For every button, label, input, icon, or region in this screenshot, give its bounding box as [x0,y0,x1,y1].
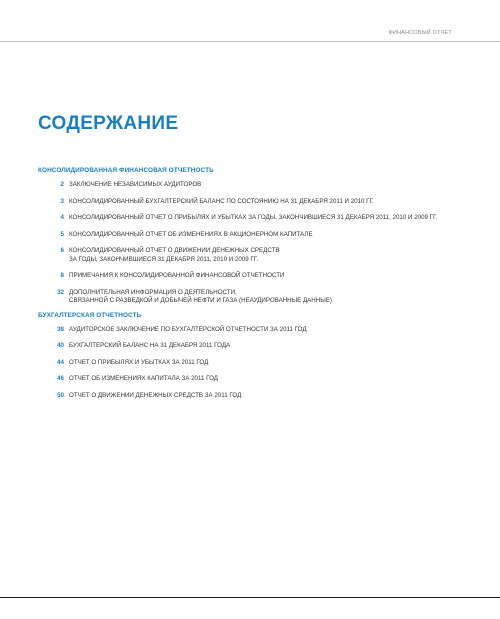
toc-entry[interactable] [38,375,468,384]
toc-entry-page-number: 2 [60,181,64,188]
footer-divider [0,597,500,598]
toc-entry[interactable] [38,289,468,306]
toc-entry-title-line: КОНСОЛИДИРОВАННЫЙ БУХГАЛТЕРСКИЙ БАЛАНС ПО СОСТОЯНИЮ НА 31 ДЕКАБРЯ 2011 И 2010 ГГ. [69,197,374,205]
running-header-label: ФИНАНСОВЫЙ ОТЧЕТ [388,30,452,36]
toc-entry-page-number: 4 [60,214,64,221]
toc-entry-title [69,198,468,207]
toc-entry-page-number: 32 [57,288,64,296]
page-title: СОДЕРЖАНИЕ [38,113,179,134]
toc-entry[interactable] [38,272,468,281]
toc-section-heading: КОНСОЛИДИРОВАННАЯ ФИНАНСОВАЯ ОТЧЕТНОСТЬ [38,167,214,174]
toc-entry-title-line: КОНСОЛИДИРОВАННЫЙ ОТЧЕТ ОБ ИЗМЕНЕНИЯХ В АКЦИОНЕРНОМ КАПИТАЛЕ [69,230,313,238]
toc-entry-title [69,289,468,306]
toc-entry-page-number: 38 [57,325,64,333]
toc-entry-title [69,392,468,401]
toc-entry-page-number: 50 [57,391,64,399]
toc-entry-title-line: БУХГАЛТЕРСКИЙ БАЛАНС НА 31 ДЕКАБРЯ 2011 ГОДА [69,342,231,349]
toc-entry[interactable] [38,392,468,401]
toc-entry-title [69,231,468,240]
toc-entry-title-line: ОТЧЕТ О ДВИЖЕНИИ ДЕНЕЖНЫХ СРЕДСТВ ЗА 2011 ГОД [69,391,242,399]
toc-entry-title-line: ЗАКЛЮЧЕНИЕ НЕЗАВИСИМЫХ АУДИТОРОВ [69,181,202,188]
toc-entry[interactable] [38,181,468,190]
toc-entry-page-number: 6 [60,247,64,254]
toc-entry-title-line: ДОПОЛНИТЕЛЬНАЯ ИНФОРМАЦИЯ О ДЕЯТЕЛЬНОСТИ, [69,288,237,296]
toc-entry[interactable] [38,198,468,207]
toc-entry[interactable] [38,214,468,223]
toc-entry-title-line: ПРИМЕЧАНИЯ К КОНСОЛИДИРОВАННОЙ ФИНАНСОВОЙ ОТЧЕТНОСТИ [69,272,285,279]
toc-entry-title [69,342,468,351]
toc-entry-page-number: 44 [57,358,64,366]
toc-section-heading: БУХГАЛТЕРСКАЯ ОТЧЕТНОСТЬ [38,311,142,319]
toc-entry-title-line: ОТЧЕТ ОБ ИЗМЕНЕНИЯХ КАПИТАЛА ЗА 2011 ГОД [69,375,219,382]
toc-entry-title-line: КОНСОЛИДИРОВАННЫЙ ОТЧЕТ О ДВИЖЕНИИ ДЕНЕЖНЫХ СРЕДСТВ [69,247,280,254]
toc-entry[interactable] [38,231,468,240]
header-divider [0,41,500,42]
toc-entry[interactable] [38,342,468,351]
toc-entry-page-number: 5 [60,230,64,238]
toc-entry[interactable] [38,247,468,264]
toc-entry-title-line: СВЯЗАННОЙ С РАЗВЕДКОЙ И ДОБЫЧЕЙ НЕФТИ И ГАЗА (НЕАУДИРОВАННЫЕ ДАННЫЕ) [69,297,332,304]
toc-entry-page-number: 8 [60,272,64,279]
toc-entry-page-number: 46 [57,375,64,382]
toc-entry-title [69,214,468,223]
toc-entry[interactable] [38,326,468,335]
toc-entry-title [69,272,468,281]
toc-entry-title [69,375,468,384]
toc-entry-title-line: АУДИТОРСКОЕ ЗАКЛЮЧЕНИЕ ПО БУХГАЛТЕРСКОЙ ОТЧЕТНОСТИ ЗА 2011 ГОД [69,325,307,333]
toc-entry-title [69,326,468,335]
table-of-contents [38,166,468,405]
toc-entry-title [69,359,468,368]
toc-entry-title-line: КОНСОЛИДИРОВАННЫЙ ОТЧЕТ О ПРИБЫЛЯХ И УБЫТКАХ ЗА ГОДЫ, ЗАКОНЧИВШИЕСЯ 31 ДЕКАБРЯ 2011, 2010 И 2009 ГГ. [69,214,438,221]
toc-entry-title-line: ОТЧЕТ О ПРИБЫЛЯХ И УБЫТКАХ ЗА 2011 ГОД [69,358,209,366]
toc-entry[interactable] [38,359,468,368]
toc-entry-page-number: 3 [60,197,64,205]
toc-entry-title [69,181,468,190]
toc-entry-page-number: 40 [57,342,64,349]
toc-entry-title [69,247,468,264]
toc-entry-title-line: ЗА ГОДЫ, ЗАКОНЧИВШИЕСЯ 31 ДЕКАБРЯ 2011, 2010 И 2009 ГГ. [69,255,259,263]
